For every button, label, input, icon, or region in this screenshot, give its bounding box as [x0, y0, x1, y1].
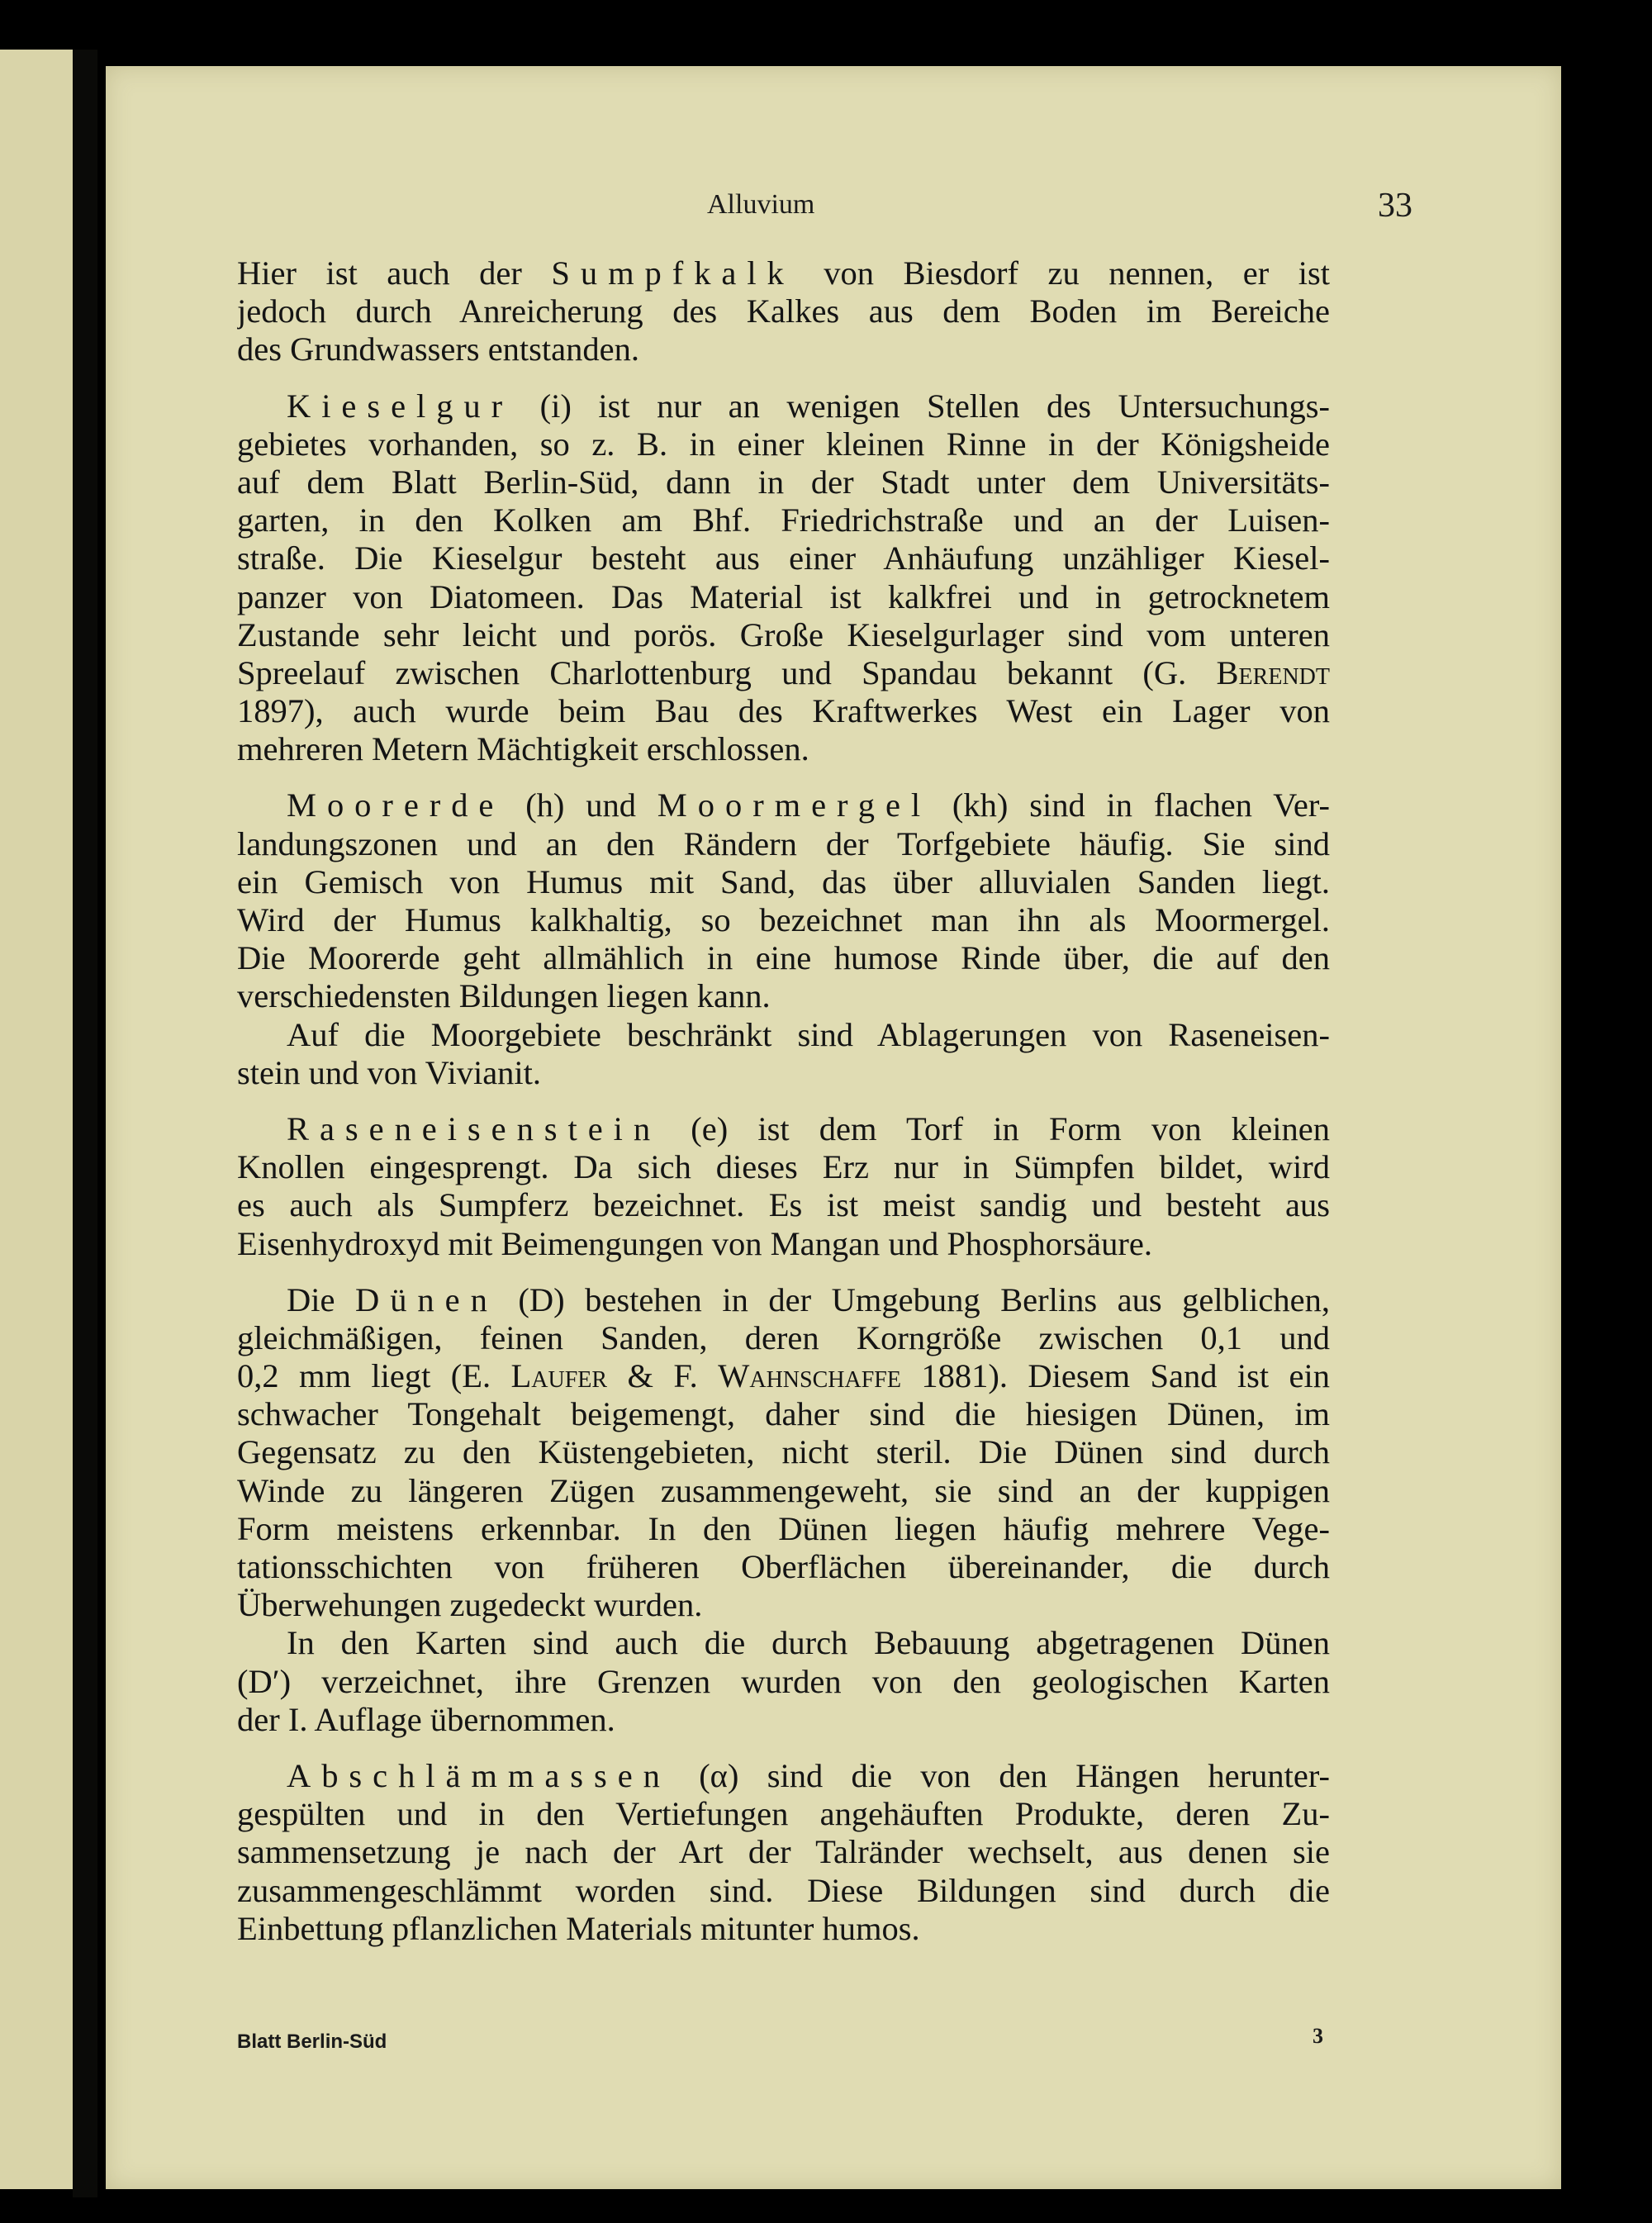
book-page [106, 66, 1561, 2189]
spaced-term: Dünen [355, 1280, 498, 1318]
text-line: gleichmäßigen, feinen Sanden, deren Korngröße zwischen 0,1 und [237, 1318, 1330, 1356]
text-line: Einbettung pflanzlichen Materials mitunter humos. [237, 1909, 920, 1947]
spaced-term: Abschlämmassen [287, 1756, 671, 1794]
spaced-term: Raseneisenstein [287, 1109, 662, 1147]
text-line: ein Gemisch von Humus mit Sand, das über alluvialen Sanden liegt. [237, 862, 1330, 900]
text-line: des Grundwassers entstanden. [237, 330, 640, 368]
book-gutter [73, 50, 97, 2197]
text-line: Auf die Moorgebiete beschränkt sind Ablagerungen von Raseneisen- [287, 1015, 1330, 1053]
page-number: 33 [1378, 187, 1412, 225]
text-line: Moorerde (h) und Moormergel (kh) sind in flachen Ver- [287, 786, 1330, 824]
text-line: Gegensatz zu den Küstengebieten, nicht steril. Die Dünen sind durch [237, 1433, 1330, 1471]
paragraph-abschlaemmassen [237, 1757, 1330, 1948]
paragraph-duenen [237, 1281, 1330, 1739]
text-line: garten, in den Kolken am Bhf. Friedrichstraße und an der Luisen- [237, 501, 1330, 539]
text-line: schwacher Tongehalt beigemengt, daher sind die hiesigen Dünen, im [237, 1395, 1330, 1433]
page-footer [237, 2024, 1330, 2054]
paragraph-raseneisenstein [237, 1110, 1330, 1263]
text-line: stein und von Vivianit. [237, 1053, 542, 1091]
text-line: der I. Auflage übernommen. [237, 1700, 615, 1738]
text-line: (D′) verzeichnet, ihre Grenzen wurden von den geologischen Karten [237, 1662, 1330, 1700]
adjacent-page-edge [0, 50, 73, 2189]
spaced-term: Sumpfkalk [551, 254, 795, 292]
signature-mark: 3 [1313, 2024, 1323, 2048]
text-line: es auch als Sumpferz bezeichnet. Es ist meist sandig und besteht aus [237, 1186, 1330, 1224]
spaced-term: Moorerde [287, 786, 505, 824]
text-line: straße. Die Kieselgur besteht aus einer Anhäufung unzähliger Kiesel- [237, 539, 1330, 577]
spaced-term: Kieselgur [287, 387, 514, 425]
text-line: auf dem Blatt Berlin-Süd, dann in der Stadt unter dem Universitäts- [237, 463, 1330, 501]
author-name: Laufer [510, 1357, 608, 1395]
text-line: Zustande sehr leicht und porös. Große Kieselgurlager sind vom unteren [237, 615, 1330, 653]
paragraph-kieselgur [237, 387, 1330, 769]
text-line: 1897), auch wurde beim Bau des Kraftwerkes West ein Lager von [237, 692, 1330, 730]
text-line: landungszonen und an den Rändern der Torfgebiete häufig. Sie sind [237, 824, 1330, 862]
paragraph-moorerde [237, 786, 1330, 1092]
text-line: Eisenhydroxyd mit Beimengungen von Mangan und Phosphorsäure. [237, 1224, 1152, 1262]
text-line: gespülten und in den Vertiefungen angehäuften Produkte, deren Zu- [237, 1795, 1330, 1833]
text-line: Überwehungen zugedeckt wurden. [237, 1586, 703, 1624]
text-line: verschiedensten Bildungen liegen kann. [237, 977, 771, 1015]
running-title: Alluvium [707, 189, 815, 220]
text-line: Knollen eingesprengt. Da sich dieses Erz nur in Sümpfen bildet, wird [237, 1148, 1330, 1186]
text-line: zusammengeschlämmt worden sind. Diese Bildungen sind durch die [237, 1871, 1330, 1909]
text-line: In den Karten sind auch die durch Bebauung abgetragenen Dünen [287, 1624, 1330, 1662]
text-line: Kieselgur (i) ist nur an wenigen Stellen des Untersuchungs- [287, 387, 1330, 425]
body-text [237, 254, 1330, 1948]
text-line: gebietes vorhanden, so z. B. in einer kleinen Rinne in der Königsheide [237, 425, 1330, 463]
text-line: sammensetzung je nach der Art der Talränder wechselt, aus denen sie [237, 1833, 1330, 1871]
text-line: Spreelauf zwischen Charlottenburg und Spandau bekannt (G. Berendt [237, 653, 1330, 691]
running-header [106, 186, 1561, 235]
text-line: Wird der Humus kalkhaltig, so bezeichnet man ihn als Moormergel. [237, 901, 1330, 938]
author-name: Wahnschaffe [718, 1357, 901, 1395]
text-line: panzer von Diatomeen. Das Material ist kalkfrei und in getrocknetem [237, 577, 1330, 615]
paragraph-sumpfkalk [237, 254, 1330, 369]
text-line: mehreren Metern Mächtigkeit erschlossen. [237, 730, 809, 768]
text-line: Raseneisenstein (e) ist dem Torf in Form von kleinen [287, 1109, 1330, 1147]
text-line: Die Dünen (D) bestehen in der Umgebung Berlins aus gelblichen, [287, 1280, 1330, 1318]
text-line: jedoch durch Anreicherung des Kalkes aus dem Boden im Bereiche [237, 292, 1330, 330]
sheet-label: Blatt Berlin-Süd [237, 2031, 387, 2053]
text-line: Hier ist auch der Sumpfkalk von Biesdorf zu nennen, er ist [237, 254, 1330, 292]
text-line: 0,2 mm liegt (E. Laufer & F. Wahnschaffe 1881). Diesem Sand ist ein [237, 1357, 1330, 1395]
text-line: tationsschichten von früheren Oberflächen übereinander, die durch [237, 1548, 1330, 1585]
text-line: Winde zu längeren Zügen zusammengeweht, sie sind an der kuppigen [237, 1471, 1330, 1509]
author-name: Berendt [1216, 653, 1330, 691]
spaced-term: Moormergel [657, 786, 932, 824]
text-line: Form meistens erkennbar. In den Dünen liegen häufig mehrere Vege- [237, 1509, 1330, 1547]
text-line: Die Moorerde geht allmählich in eine humose Rinde über, die auf den [237, 939, 1330, 977]
text-line: Abschlämmassen (α) sind die von den Hängen herunter- [287, 1756, 1330, 1794]
